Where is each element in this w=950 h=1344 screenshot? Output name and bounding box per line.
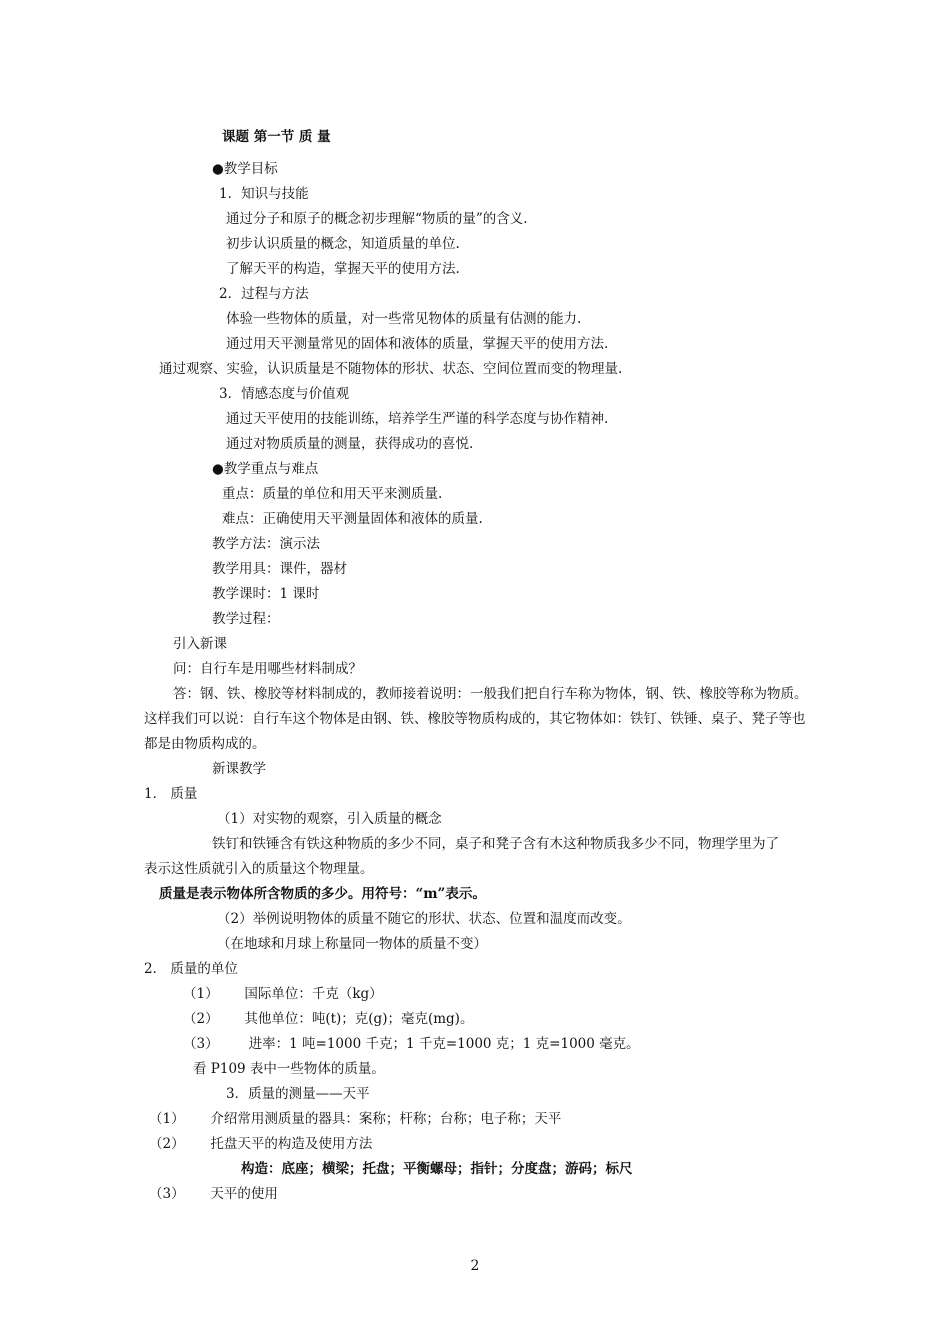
teaching-method: 教学方法：演示法 xyxy=(212,536,320,552)
objective-2-item: 通过用天平测量常见的固体和液体的质量，掌握天平的使用方法. xyxy=(226,336,609,352)
see-table-note: 看 P109 表中一些物体的质量。 xyxy=(193,1061,385,1077)
section-2-heading: 2． 质量的单位 xyxy=(144,961,238,977)
teaching-hours: 教学课时：1 课时 xyxy=(212,586,320,602)
measure-item: （2） 托盘天平的构造及使用方法 xyxy=(149,1136,373,1152)
objective-2-heading: 2．过程与方法 xyxy=(219,286,309,302)
measure-item: （3） 天平的使用 xyxy=(149,1186,278,1202)
balance-structure: 构造：底座；横梁；托盘；平衡螺母；指针；分度盘；游码；标尺 xyxy=(241,1161,633,1177)
teaching-tools: 教学用具：课件，器材 xyxy=(212,561,347,577)
question-text: 问：自行车是用哪些材料制成？ xyxy=(173,661,362,677)
section-1-note: （在地球和月球上称量同一物体的质量不变） xyxy=(217,936,487,952)
key-points-heading: ●教学重点与难点 xyxy=(212,461,319,477)
objective-3-heading: 3．情感态度与价值观 xyxy=(219,386,350,402)
page-number: 2 xyxy=(470,1258,480,1274)
objective-1-item: 通过分子和原子的概念初步理解“物质的量”的含义. xyxy=(226,211,528,227)
lesson-title: 课题 第一节 质 量 xyxy=(222,129,331,145)
new-lesson-heading: 新课教学 xyxy=(212,761,266,777)
objective-1-item: 初步认识质量的概念，知道质量的单位. xyxy=(226,236,460,252)
objective-3-item: 通过对物质质量的测量，获得成功的喜悦. xyxy=(226,436,474,452)
section-1-heading: 1． 质量 xyxy=(144,786,198,802)
answer-line: 答：钢、铁、橡胶等材料制成的，教师接着说明：一般我们把自行车称为物体，钢、铁、橡胶等称为物质。 xyxy=(173,686,808,702)
answer-line: 都是由物质构成的。 xyxy=(144,736,266,752)
objective-1-heading: 1．知识与技能 xyxy=(219,186,309,202)
section-1-sub-1: （1）对实物的观察，引入质量的概念 xyxy=(217,811,442,827)
measure-item: （1） 介绍常用测质量的器具：案称；杆称；台称；电子称；天平 xyxy=(149,1111,562,1127)
mass-definition: 质量是表示物体所含物质的多少。用符号：“m”表示。 xyxy=(159,886,486,902)
section-1-sub-2: （2）举例说明物体的质量不随它的形状、状态、位置和温度而改变。 xyxy=(217,911,631,927)
objective-2-item: 体验一些物体的质量，对一些常见物体的质量有估测的能力. xyxy=(226,311,582,327)
unit-item: （3） 进率：1 吨=1000 千克；1 千克=1000 克；1 克=1000 毫克。 xyxy=(183,1036,640,1052)
unit-item: （2） 其他单位：吨(t)；克(g)；毫克(mg)。 xyxy=(183,1011,474,1027)
teaching-process: 教学过程： xyxy=(212,611,280,627)
objective-2-item: 通过观察、实验，认识质量是不随物体的形状、状态、空间位置而变的物理量. xyxy=(159,361,623,377)
section-1-paragraph: 铁钉和铁锤含有铁这种物质的多少不同，桌子和凳子含有木这种物质我多少不同，物理学里为了 xyxy=(212,836,779,852)
unit-item: （1） 国际单位：千克（kg） xyxy=(183,986,383,1002)
objective-1-item: 了解天平的构造，掌握天平的使用方法. xyxy=(226,261,460,277)
objectives-heading: ●教学目标 xyxy=(212,161,278,177)
key-point: 重点：质量的单位和用天平来测质量. xyxy=(222,486,443,502)
section-1-paragraph: 表示这性质就引入的质量这个物理量。 xyxy=(144,861,374,877)
answer-line: 这样我们可以说：自行车这个物体是由钢、铁、橡胶等物质构成的，其它物体如：铁钉、铁锤、桌子、凳子等也 xyxy=(144,711,806,727)
difficult-point: 难点：正确使用天平测量固体和液体的质量. xyxy=(222,511,483,527)
objective-3-item: 通过天平使用的技能训练，培养学生严谨的科学态度与协作精神. xyxy=(226,411,609,427)
intro-heading: 引入新课 xyxy=(173,636,227,652)
section-3-heading: 3．质量的测量——天平 xyxy=(226,1086,370,1102)
